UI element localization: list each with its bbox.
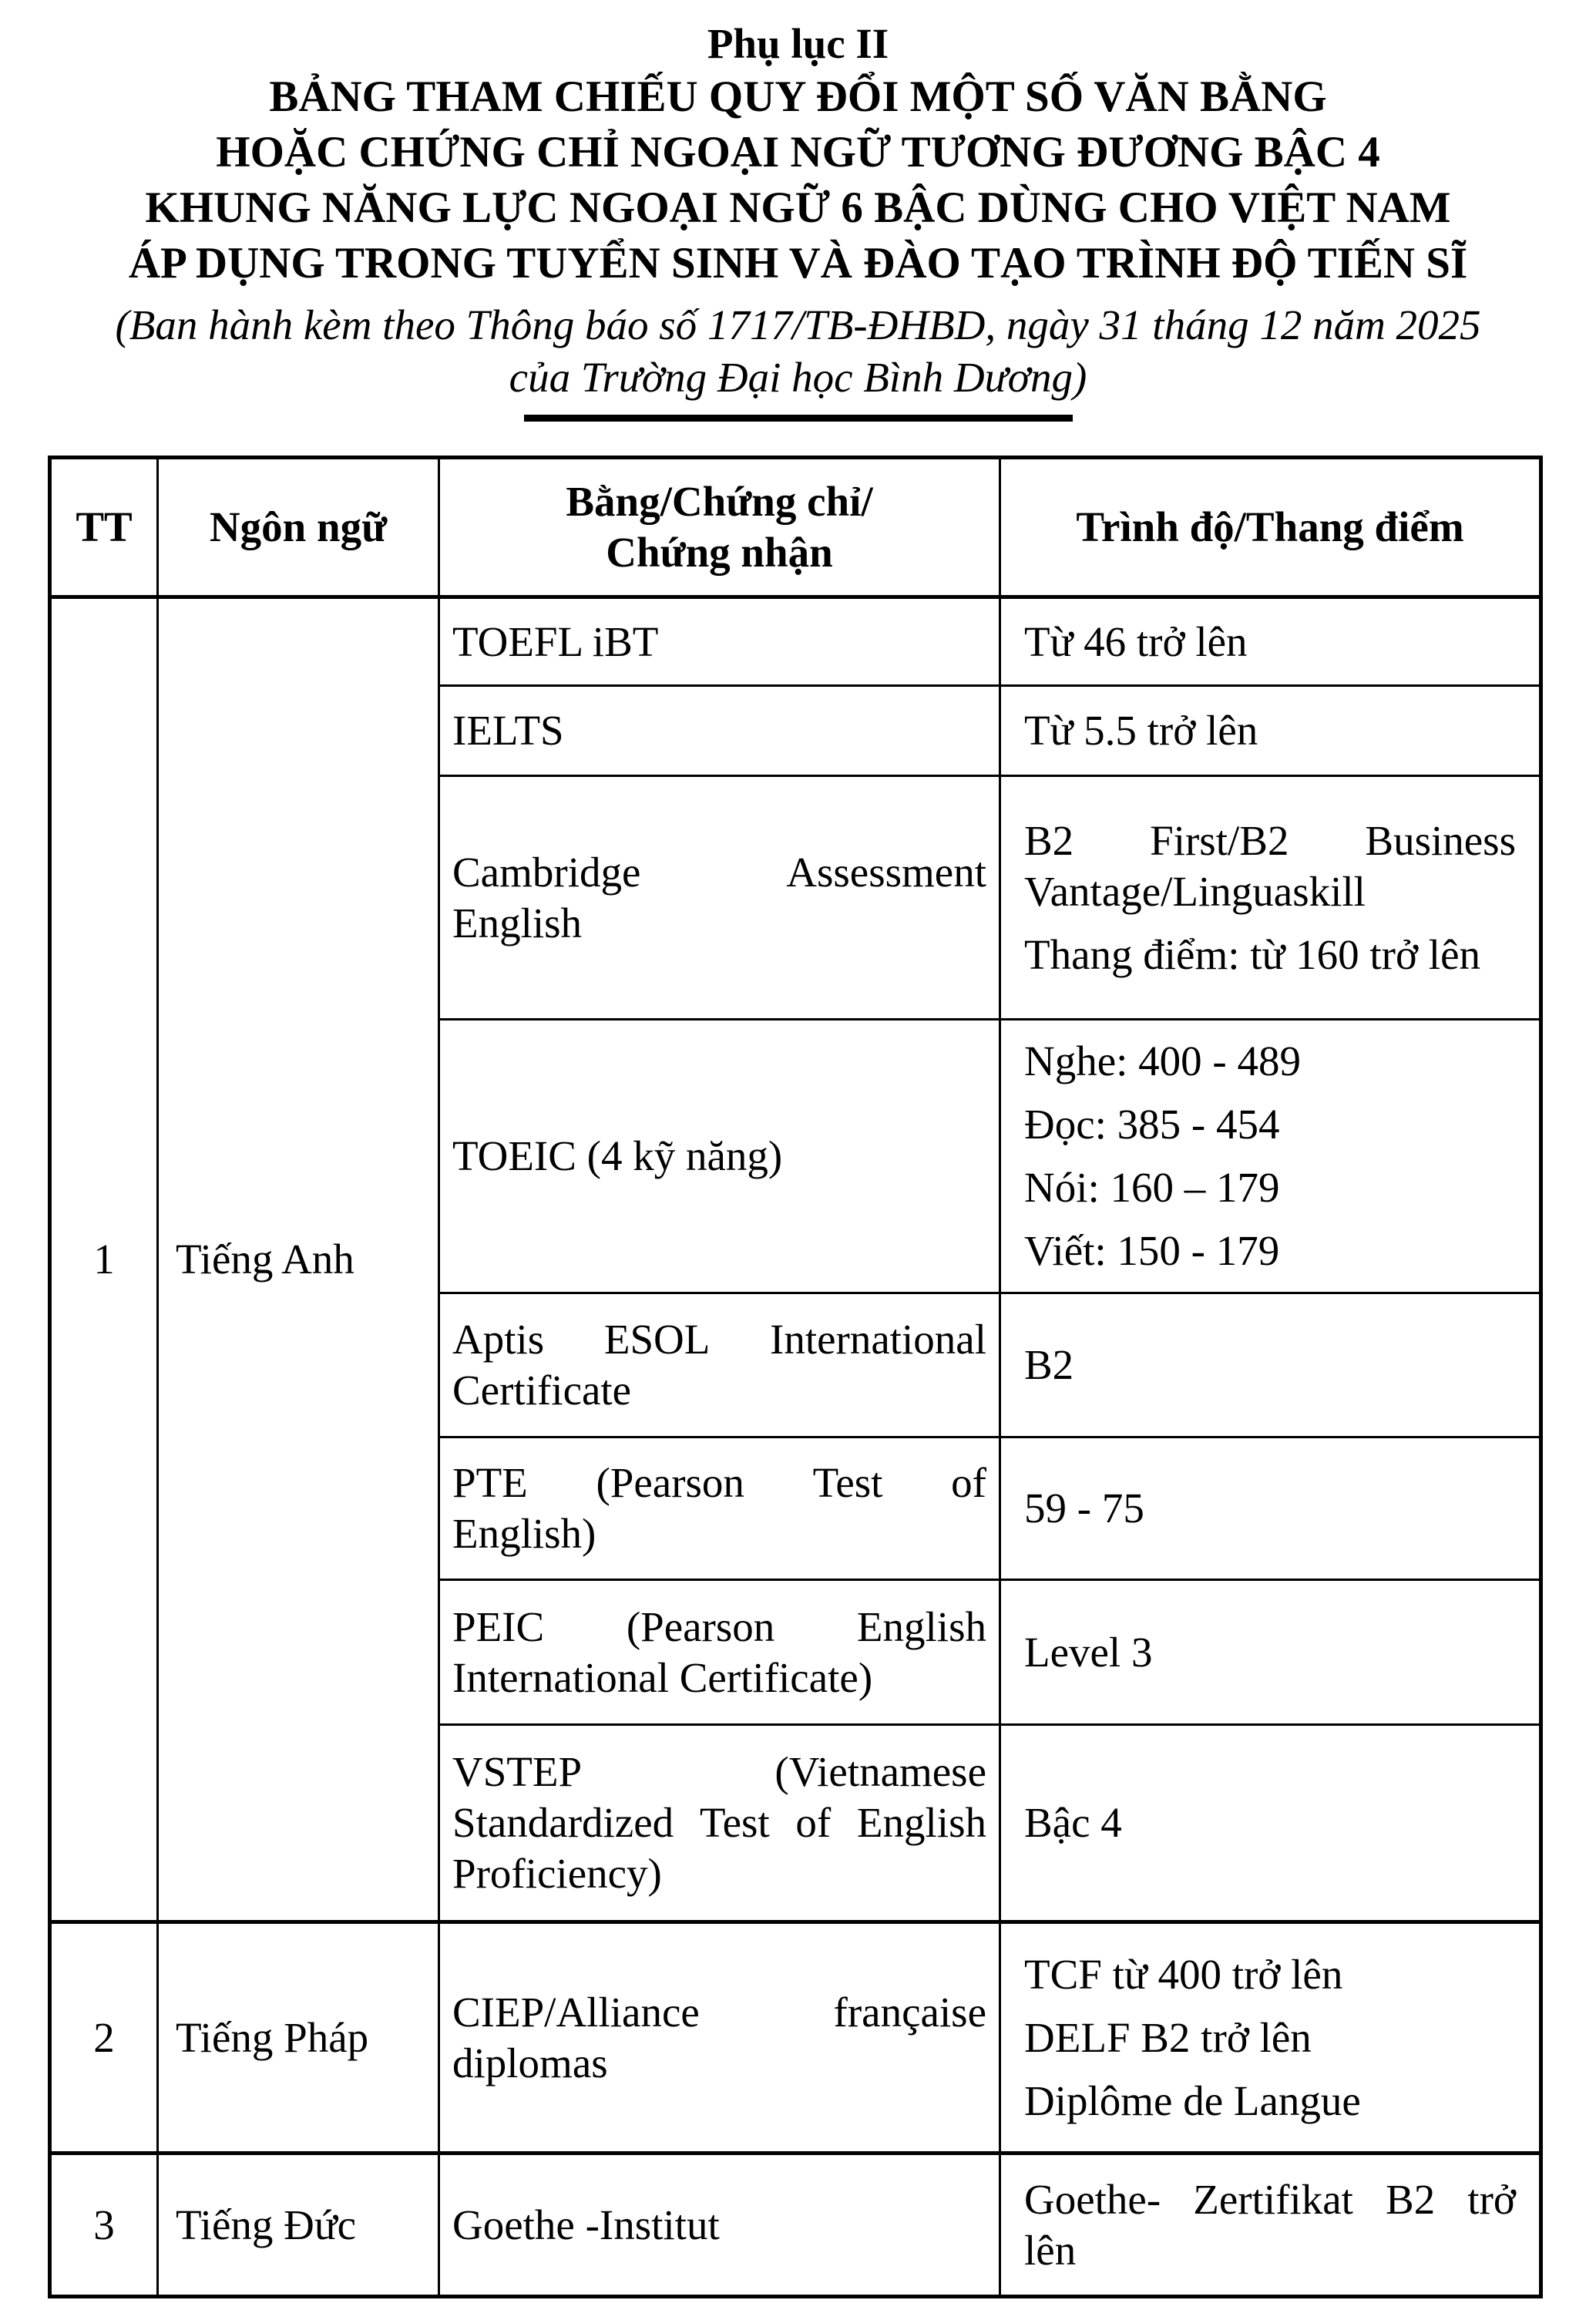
level-cell: Nghe: 400 - 489 Đọc: 385 - 454 Nói: 160 – 179 Viết: 150 - 179 bbox=[1000, 1020, 1541, 1293]
header-certificate-line-2: Chứng nhận bbox=[606, 529, 833, 576]
title-line-4: ÁP DỤNG TRONG TUYỂN SINH VÀ ĐÀO TẠO TRÌNH ĐỘ TIẾN SĨ bbox=[128, 239, 1468, 287]
language-cell: Tiếng Pháp bbox=[158, 1922, 439, 2154]
language-cell: Tiếng Anh bbox=[158, 597, 439, 1922]
header-certificate-line-1: Bằng/Chứng chỉ/ bbox=[566, 478, 873, 525]
level-cell: Từ 46 trở lên bbox=[1000, 597, 1541, 686]
level-cell: Từ 5.5 trở lên bbox=[1000, 686, 1541, 776]
subtitle-line-1: (Ban hành kèm theo Thông báo số 1717/TB-ĐHBD, ngày 31 tháng 12 năm 2025 bbox=[115, 301, 1481, 348]
certificate-cell: Aptis ESOL International Certificate bbox=[439, 1293, 1000, 1437]
certificate-cell: PTE (Pearson Test of English) bbox=[439, 1437, 1000, 1580]
certificate-cell: Cambridge Assessment English bbox=[439, 776, 1000, 1020]
level-cell: B2 bbox=[1000, 1293, 1541, 1437]
header-language: Ngôn ngữ bbox=[158, 458, 439, 597]
table-header bbox=[50, 458, 1541, 597]
title-line-2: HOẶC CHỨNG CHỈ NGOẠI NGỮ TƯƠNG ĐƯƠNG BẬC 4 bbox=[216, 128, 1380, 177]
level-cell: Level 3 bbox=[1000, 1580, 1541, 1725]
table-row bbox=[50, 2154, 1541, 2297]
conversion-reference-table bbox=[48, 456, 1543, 2298]
certificate-cell: Goethe -Institut bbox=[439, 2154, 1000, 2297]
title-line-1: BẢNG THAM CHIẾU QUY ĐỔI MỘT SỐ VĂN BẰNG bbox=[269, 72, 1327, 121]
subtitle-line-2: của Trường Đại học Bình Dương) bbox=[509, 354, 1087, 401]
certificate-cell: TOEFL iBT bbox=[439, 597, 1000, 686]
certificate-cell: CIEP/Alliance française diplomas bbox=[439, 1922, 1000, 2154]
table-row bbox=[50, 1922, 1541, 2154]
header-certificate bbox=[439, 458, 1000, 597]
appendix-label: Phụ lục II bbox=[707, 20, 889, 67]
title-underline-rule bbox=[524, 415, 1073, 422]
tt-cell: 2 bbox=[50, 1922, 158, 2154]
title-line-3: KHUNG NĂNG LỰC NGOẠI NGỮ 6 BẬC DÙNG CHO VIỆT NAM bbox=[145, 183, 1451, 232]
title-block bbox=[0, 0, 1596, 422]
language-cell: Tiếng Đức bbox=[158, 2154, 439, 2297]
table-row bbox=[50, 597, 1541, 686]
certificate-cell: IELTS bbox=[439, 686, 1000, 776]
certificate-cell: VSTEP (Vietnamese Standardized Test of English Proficiency) bbox=[439, 1725, 1000, 1922]
tt-cell: 3 bbox=[50, 2154, 158, 2297]
level-cell: Bậc 4 bbox=[1000, 1725, 1541, 1922]
header-level: Trình độ/Thang điểm bbox=[1000, 458, 1541, 597]
level-cell: TCF từ 400 trở lên DELF B2 trở lên Diplôme de Langue bbox=[1000, 1922, 1541, 2154]
level-cell: Goethe- Zertifikat B2 trở lên bbox=[1000, 2154, 1541, 2297]
level-cell: B2 First/B2 Business Vantage/Linguaskill Thang điểm: từ 160 trở lên bbox=[1000, 776, 1541, 1020]
certificate-cell: PEIC (Pearson English International Certificate) bbox=[439, 1580, 1000, 1725]
level-cell: 59 - 75 bbox=[1000, 1437, 1541, 1580]
tt-cell: 1 bbox=[50, 597, 158, 1922]
header-tt: TT bbox=[50, 458, 158, 597]
subtitle-block bbox=[0, 299, 1596, 404]
certificate-cell: TOEIC (4 kỹ năng) bbox=[439, 1020, 1000, 1293]
table-body bbox=[50, 597, 1541, 2297]
